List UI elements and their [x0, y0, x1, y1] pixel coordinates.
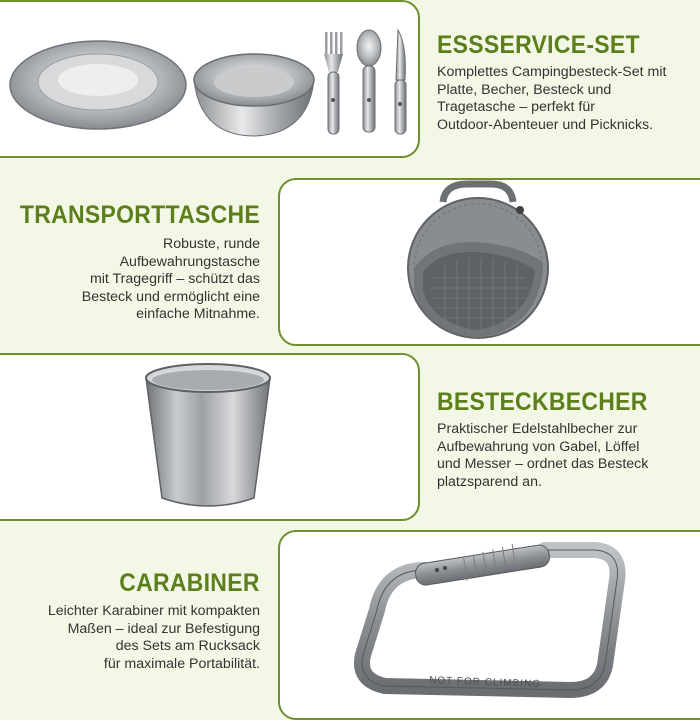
- section-description-besteckbecher: Praktischer Edelstahlbecher zur Aufbewahrung von Gabel, Löffel und Messer – ordnet das Besteck platzsparend an.: [437, 421, 649, 490]
- carry-bag-image: [395, 180, 545, 344]
- section-title-transporttasche: TRANSPORTTASCHE: [19, 201, 260, 229]
- carabiner-engraving: NOT FOR CLIMBING: [428, 675, 542, 690]
- plate-icon: [10, 41, 186, 129]
- tableware-image: [0, 0, 430, 158]
- locking-gate-icon: [414, 544, 551, 587]
- bowl-icon: [194, 54, 314, 136]
- bag-icon: [408, 184, 548, 338]
- section-title-essservice: ESSSERVICE-SET: [437, 31, 640, 59]
- section-title-carabiner: CARABINER: [119, 569, 260, 597]
- carabiner-image: [355, 540, 655, 700]
- section-description-carabiner: Leichter Karabiner mit kompakten Maßen – ideal zur Befestigung des Sets am Rucksack für maximale Portabilität.: [47, 603, 260, 672]
- steel-cup-image: [140, 358, 280, 518]
- cup-icon: [146, 364, 270, 506]
- carabiner-icon: [362, 544, 618, 690]
- section-description-transporttasche: Robuste, runde Aufbewahrungstasche mit Tragegriff – schützt das Besteck und ermöglicht eine einfache Mitnahme.: [81, 236, 260, 322]
- fork-icon: [324, 32, 343, 134]
- section-description-essservice: Komplettes Campingbesteck-Set mit Platte, Becher, Besteck und Tragetasche – perfekt für Outdoor-Abenteuer und Picknicks.: [437, 64, 667, 133]
- zipper-icon: [516, 206, 524, 214]
- section-title-besteckbecher: BESTECKBECHER: [437, 388, 648, 416]
- spoon-icon: [357, 30, 381, 132]
- knife-icon: [395, 30, 406, 134]
